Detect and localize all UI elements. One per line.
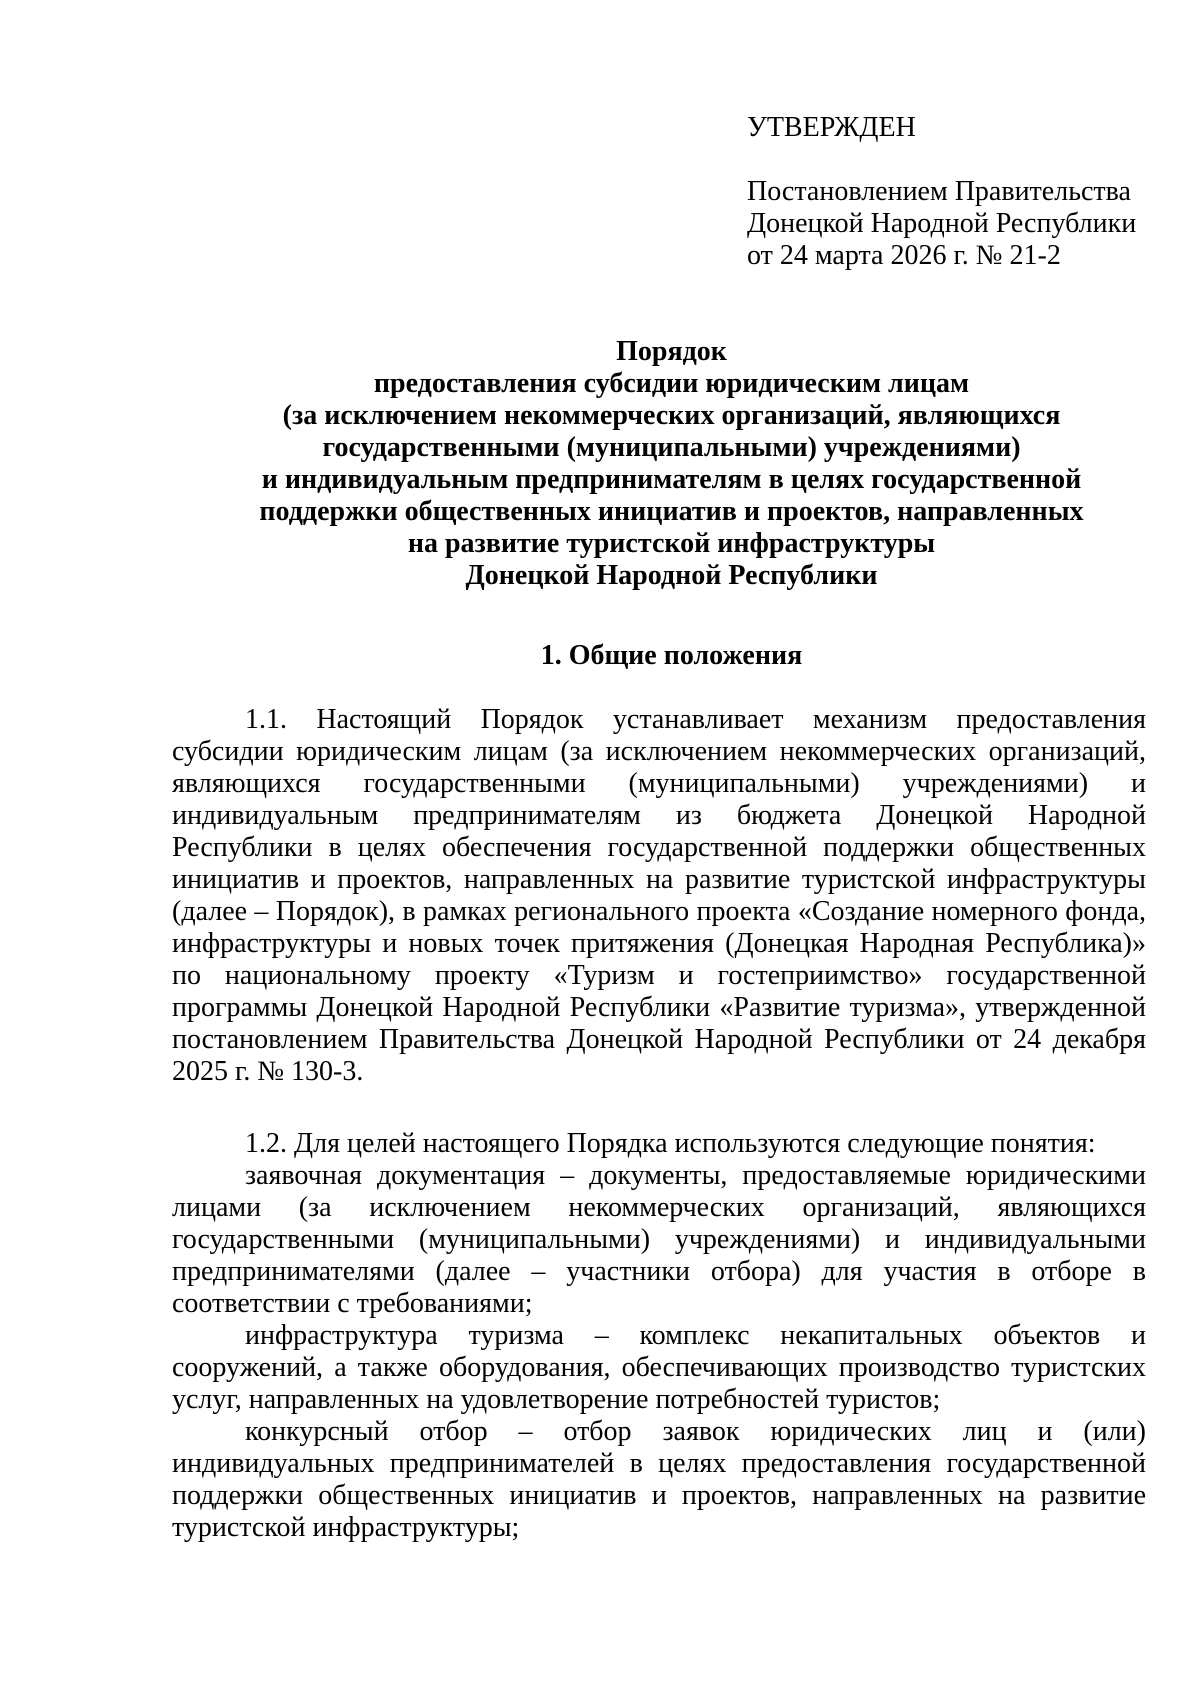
document-title-line: предоставления субсидии юридическим лицам	[373, 368, 970, 399]
paragraph-1-1: 1.1. Настоящий Порядок устанавливает механизм предоставления субсидии юридическим лицам (за исключением некоммерческих организаций, являющихся государственными (муниципальными) учреждениями) и индивидуальным предпринимателям из бюджета Донецкой Народной Республики в целях обеспечения государственной поддержки общественных инициатив и проектов, направленных на развитие туристской инфраструктуры (далее – Порядок), в рамках регионального проекта «Создание номерного фонда, инфраструктуры и новых точек притяжения (Донецкая Народная Республика)» по национальному проекту «Туризм и гостеприимство» государственной программы Донецкой Народной Республики «Развитие туризма», утвержденной постановлением Правительства Донецкой Народной Республики от 24 декабря 2025 г. № 130-3.	[172, 704, 1146, 1087]
document-title-line: поддержки общественных инициатив и проектов, направленных	[259, 496, 1084, 527]
document-title-line: (за исключением некоммерческих организаций, являющихся	[282, 400, 1061, 431]
document-title	[172, 336, 1171, 592]
paragraph-1-2: 1.2. Для целей настоящего Порядка используются следующие понятия:	[245, 1128, 1096, 1159]
document-title-line: и индивидуальным предпринимателям в целях государственной	[261, 464, 1082, 495]
section-heading: 1. Общие положения	[540, 640, 803, 671]
document-title-line: Порядок	[616, 336, 727, 367]
definition-item: заявочная документация – документы, предоставляемые юридическими лицами (за исключением некоммерческих организаций, являющихся государственными (муниципальными) учреждениями) и индивидуальными предпринимателями (далее – участники отбора) для участия в отборе в соответствии с требованиями;	[172, 1160, 1146, 1319]
approval-line: от 24 марта 2026 г. № 21-2	[747, 240, 1061, 271]
document-title-line: на развитие туристской инфраструктуры	[407, 528, 936, 559]
document-title-line: Донецкой Народной Республики	[465, 560, 878, 591]
definition-item: инфраструктура туризма – комплекс некапитальных объектов и сооружений, а также оборудования, обеспечивающих производство туристских услуг, направленных на удовлетворение потребностей туристов;	[172, 1320, 1146, 1415]
approval-stamp	[747, 112, 1167, 272]
paragraph-block	[172, 1128, 1146, 1544]
approval-line: Донецкой Народной Республики	[747, 208, 1137, 239]
approval-line: Постановлением Правительства	[747, 176, 1131, 207]
paragraph-block	[172, 704, 1146, 1088]
definition-item: конкурсный отбор – отбор заявок юридических лиц и (или) индивидуальных предпринимателей в целях предоставления государственной поддержки общественных инициатив и проектов, направленных на развитие туристской инфраструктуры;	[172, 1416, 1146, 1543]
document-title-line: государственными (муниципальными) учреждениями)	[322, 432, 1021, 463]
approval-stamp-title: УТВЕРЖДЕН	[747, 112, 916, 143]
